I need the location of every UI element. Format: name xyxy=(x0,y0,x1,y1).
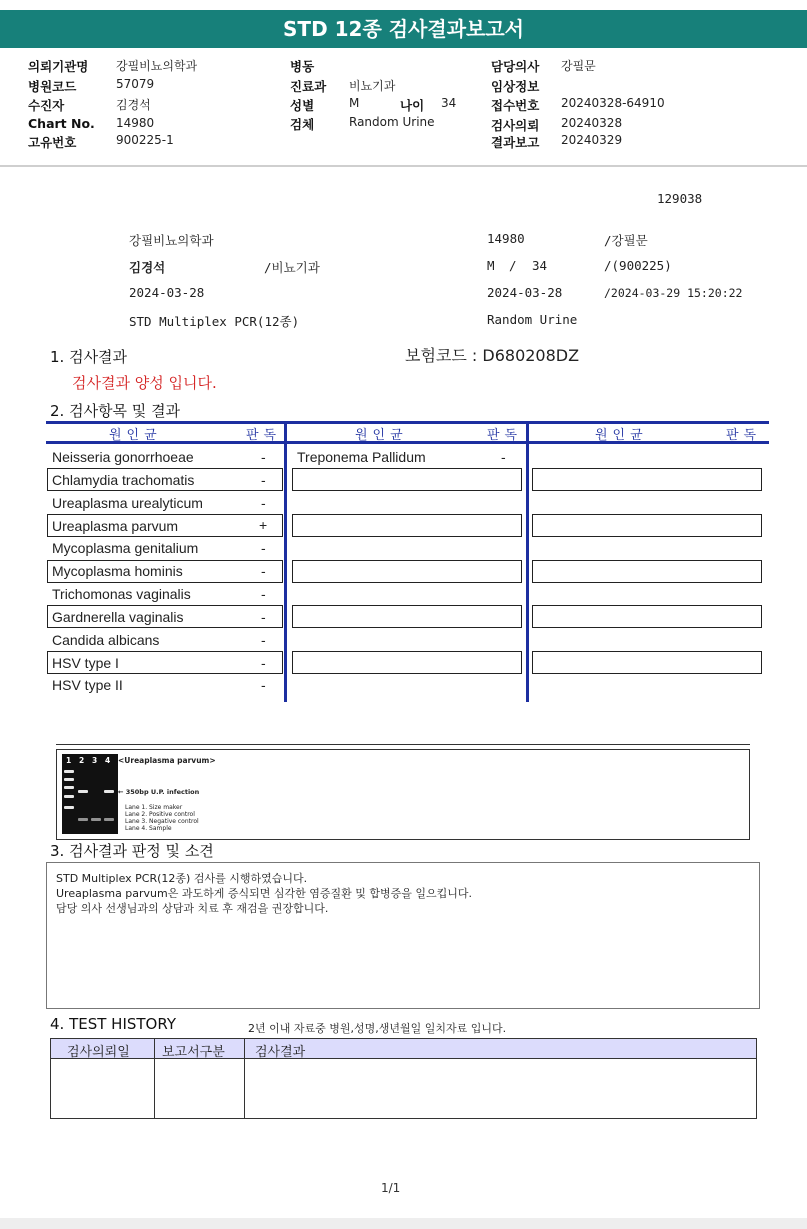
history-table-header xyxy=(50,1038,757,1059)
title-bar xyxy=(0,10,807,48)
row-box xyxy=(532,468,762,491)
gel-caption: Lane 2. Positive control xyxy=(125,811,195,818)
clinical-label: 임상정보 xyxy=(491,79,540,94)
col2-judgement-header: 판독 xyxy=(487,428,523,443)
specimen-label: 검체 xyxy=(290,117,315,132)
report-separator: / xyxy=(509,258,517,273)
report-receipt-date: 2024-03-28 xyxy=(487,285,563,300)
gel-band xyxy=(64,806,74,809)
opinion-line: STD Multiplex PCR(12종) 검사를 시행하였습니다. xyxy=(56,872,308,885)
gel-band-label: ← 350bp U.P. infection xyxy=(118,788,200,796)
report-collect-date: 2024-03-28 xyxy=(129,285,205,300)
page-title: STD 12종 검사결과보고서 xyxy=(283,17,524,41)
sex-value: M xyxy=(349,96,360,110)
organism-name: Candida albicans xyxy=(52,632,160,648)
organism-result: - xyxy=(261,632,266,648)
dept-value: 비뇨기과 xyxy=(349,79,396,93)
report-birth: /(900225) xyxy=(604,258,672,273)
gel-top-rule xyxy=(56,744,750,745)
row-box xyxy=(292,514,522,537)
organism-name: Treponema Pallidum xyxy=(297,449,426,465)
row-box xyxy=(292,560,522,583)
col3-judgement-header: 판독 xyxy=(726,428,762,443)
gel-band xyxy=(91,818,101,821)
report-test-name: STD Multiplex PCR(12종) xyxy=(129,314,300,329)
hospital-code-label: 병원코드 xyxy=(28,79,77,94)
opinion-line: 담당 의사 선생님과의 상담과 치료 후 재검을 권장합니다. xyxy=(56,902,329,915)
ward-label: 병동 xyxy=(290,59,315,74)
organism-name: Gardnerella vaginalis xyxy=(52,609,184,625)
patient-value: 김경석 xyxy=(116,98,151,112)
organism-result-positive: + xyxy=(259,517,268,533)
col1-organism-header: 원인균 xyxy=(109,428,162,443)
report-patient: 김경석 xyxy=(129,260,166,275)
institution-label: 의뢰기관명 xyxy=(28,59,89,74)
row-box xyxy=(292,651,522,674)
organism-name: HSV type II xyxy=(52,677,123,693)
organism-name: Chlamydia trachomatis xyxy=(52,472,195,488)
col2-organism-header: 원인균 xyxy=(355,428,408,443)
bottom-strip xyxy=(0,1218,807,1229)
row-box xyxy=(292,468,522,491)
receipt-value: 20240328-64910 xyxy=(561,96,665,110)
gel-band xyxy=(64,786,74,789)
chart-no-label: Chart No. xyxy=(28,116,95,131)
organism-result: - xyxy=(261,449,266,465)
organism-name: Mycoplasma genitalium xyxy=(52,540,199,556)
gel-caption: Lane 4. Sample xyxy=(125,825,172,832)
chart-no-value: 14980 xyxy=(116,116,155,130)
organism-result: - xyxy=(501,449,506,465)
gel-band xyxy=(78,790,88,793)
column-divider-1 xyxy=(284,421,287,702)
history-col-divider xyxy=(244,1038,245,1119)
column-divider-2 xyxy=(526,421,529,702)
row-box xyxy=(532,605,762,628)
hospital-code-value: 57079 xyxy=(116,77,155,91)
report-age: 34 xyxy=(532,258,548,273)
lane-number: 2 xyxy=(79,756,85,765)
report-label: 결과보고 xyxy=(491,135,540,150)
gel-title: <Ureaplasma parvum> xyxy=(118,756,216,765)
organism-result: - xyxy=(261,472,266,488)
gel-band-label-text: 350bp U.P. infection xyxy=(125,788,200,796)
lane-number: 3 xyxy=(92,756,98,765)
doctor-value: 강필문 xyxy=(561,59,596,73)
organism-name: Ureaplasma urealyticum xyxy=(52,495,203,511)
organism-name: Mycoplasma hominis xyxy=(52,563,183,579)
col3-organism-header: 원인균 xyxy=(595,428,648,443)
row-box xyxy=(532,514,762,537)
organism-name: Trichomonas vaginalis xyxy=(52,586,191,602)
organism-result: - xyxy=(261,540,266,556)
lane-number: 1 xyxy=(66,756,72,765)
request-label: 검사의뢰 xyxy=(491,118,540,133)
row-box xyxy=(532,560,762,583)
sex-label: 성별 xyxy=(290,98,315,113)
organism-result: - xyxy=(261,677,266,693)
section1-title: 1. 검사결과 xyxy=(50,348,128,366)
gel-band xyxy=(104,790,114,793)
report-dept: /비뇨기과 xyxy=(264,260,320,275)
history-col-divider xyxy=(154,1038,155,1119)
gel-band xyxy=(64,795,74,798)
organism-result: - xyxy=(261,609,266,625)
receipt-label: 접수번호 xyxy=(491,98,540,113)
institution-value: 강필비뇨의학과 xyxy=(116,59,198,73)
age-value: 34 xyxy=(441,96,457,110)
report-doctor: /강필문 xyxy=(604,233,648,248)
report-institution: 강필비뇨의학과 xyxy=(129,233,214,248)
opinion-line: Ureaplasma parvum은 과도하게 증식되면 심각한 염증질환 및 합병증을 일으킵니다. xyxy=(56,887,472,900)
patient-label: 수진자 xyxy=(28,98,65,113)
organism-name-positive: Ureaplasma parvum xyxy=(52,518,179,534)
report-value: 20240329 xyxy=(561,133,623,147)
doctor-label: 담당의사 xyxy=(491,59,540,74)
dept-label: 진료과 xyxy=(290,79,327,94)
history-header-report-type: 보고서구분 xyxy=(162,1045,225,1060)
insurance-code: 보험코드 : D680208DZ xyxy=(405,346,580,365)
gel-band xyxy=(78,818,88,821)
header-divider xyxy=(0,165,807,167)
section4-title: 4. TEST HISTORY xyxy=(50,1015,176,1033)
section3-title: 3. 검사결과 판정 및 소견 xyxy=(50,842,214,860)
organism-result: - xyxy=(261,495,266,511)
organism-name: Neisseria gonorrhoeae xyxy=(52,449,194,465)
gel-band xyxy=(64,778,74,781)
history-header-request-date: 검사의뢰일 xyxy=(67,1045,130,1060)
row-box xyxy=(532,651,762,674)
gel-caption: Lane 1. Size maker xyxy=(125,804,183,811)
organism-name: HSV type I xyxy=(52,655,119,671)
result-summary: 검사결과 양성 입니다. xyxy=(72,374,217,392)
organism-result: - xyxy=(261,586,266,602)
specimen-value: Random Urine xyxy=(349,115,435,129)
gel-caption: Lane 3. Negative control xyxy=(125,818,199,825)
report-sex: M xyxy=(487,258,495,273)
report-datetime: /2024-03-29 15:20:22 xyxy=(604,286,743,300)
gel-electrophoresis-image xyxy=(62,754,118,834)
lane-number: 4 xyxy=(105,756,111,765)
report-specimen: Random Urine xyxy=(487,312,578,327)
report-number: 129038 xyxy=(657,191,703,206)
history-header-result: 검사결과 xyxy=(255,1045,306,1060)
gel-band xyxy=(104,818,114,821)
col1-judgement-header: 판독 xyxy=(246,428,282,443)
row-box xyxy=(292,605,522,628)
section2-title: 2. 검사항목 및 결과 xyxy=(50,402,181,420)
unique-no-label: 고유번호 xyxy=(28,135,77,150)
report-chart-no: 14980 xyxy=(487,231,525,246)
organism-result: - xyxy=(261,655,266,671)
organism-result: - xyxy=(261,563,266,579)
gel-band xyxy=(64,770,74,773)
page-number: 1/1 xyxy=(381,1181,401,1195)
history-note: 2년 이내 자료중 병원,성명,생년월일 일치자료 입니다. xyxy=(248,1022,507,1035)
request-value: 20240328 xyxy=(561,116,623,130)
age-label: 나이 xyxy=(400,98,425,113)
unique-no-value: 900225-1 xyxy=(116,133,174,147)
